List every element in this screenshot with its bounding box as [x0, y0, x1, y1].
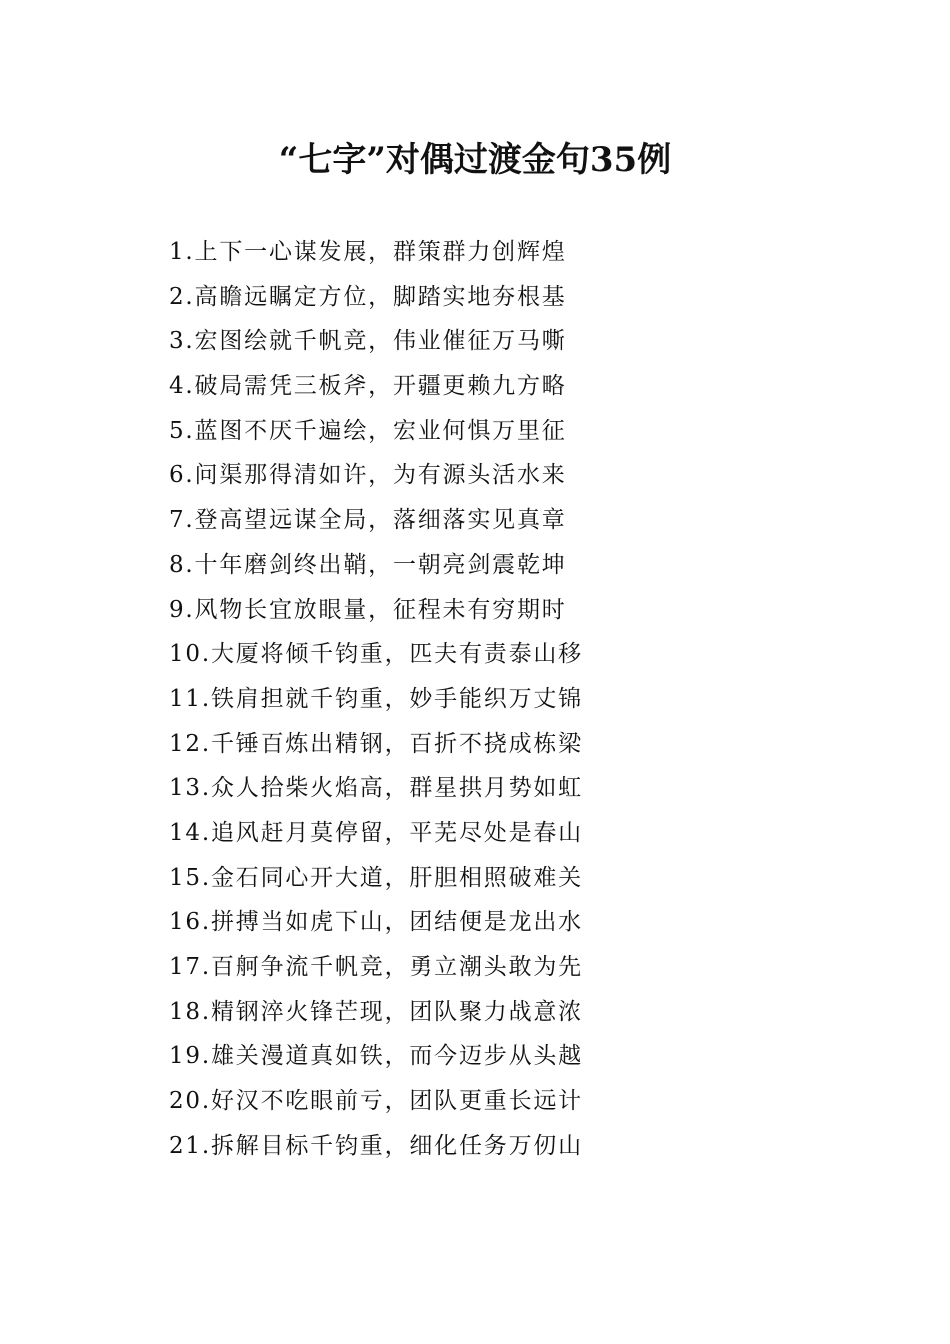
couplet-line: 5.蓝图不厌千遍绘，宏业何惧万里征: [169, 417, 567, 444]
couplet-line: 12.千锤百炼出精钢，百折不挠成栋梁: [169, 730, 583, 757]
couplet-line: 7.登高望远谋全局，落细落实见真章: [169, 507, 567, 534]
couplet-line: 20.好汉不吃眼前亏，团队更重长远计: [169, 1088, 583, 1115]
couplet-line: 18.精钢淬火锋芒现，团队聚力战意浓: [169, 998, 583, 1025]
couplet-line: 3.宏图绘就千帆竞，伟业催征万马嘶: [169, 328, 567, 355]
couplet-line: 9.风物长宜放眼量，征程未有穷期时: [169, 596, 567, 623]
couplet-line: 6.问渠那得清如许，为有源头活水来: [169, 462, 567, 489]
couplet-line: 1.上下一心谋发展，群策群力创辉煌: [169, 239, 567, 265]
couplet-line: 8.十年磨剑终出鞘，一朝亮剑震乾坤: [169, 551, 567, 578]
couplet-line: 21.拆解目标千钧重，细化任务万仞山: [169, 1132, 583, 1159]
couplet-line: 11.铁肩担就千钧重，妙手能织万丈锦: [169, 685, 583, 712]
couplet-list: [169, 233, 583, 1171]
couplet-line: 10.大厦将倾千钧重，匹夫有责泰山移: [169, 641, 583, 668]
couplet-line: 19.雄关漫道真如铁，而今迈步从头越: [169, 1043, 583, 1070]
document-title: “七字”对偶过渡金句35例: [278, 140, 672, 180]
couplet-line: 17.百舸争流千帆竞，勇立潮头敢为先: [169, 954, 583, 980]
couplet-line: 4.破局需凭三板斧，开疆更赖九方略: [169, 373, 567, 400]
couplet-line: 16.拼搏当如虎下山，团结便是龙出水: [169, 909, 583, 936]
couplet-line: 13.众人拾柴火焰高，群星拱月势如虹: [169, 775, 583, 802]
couplet-line: 15.金石同心开大道，肝胆相照破难关: [169, 864, 583, 891]
couplet-line: 14.追风赶月莫停留，平芜尽处是春山: [169, 819, 583, 846]
couplet-line: 2.高瞻远瞩定方位，脚踏实地夯根基: [169, 283, 567, 310]
